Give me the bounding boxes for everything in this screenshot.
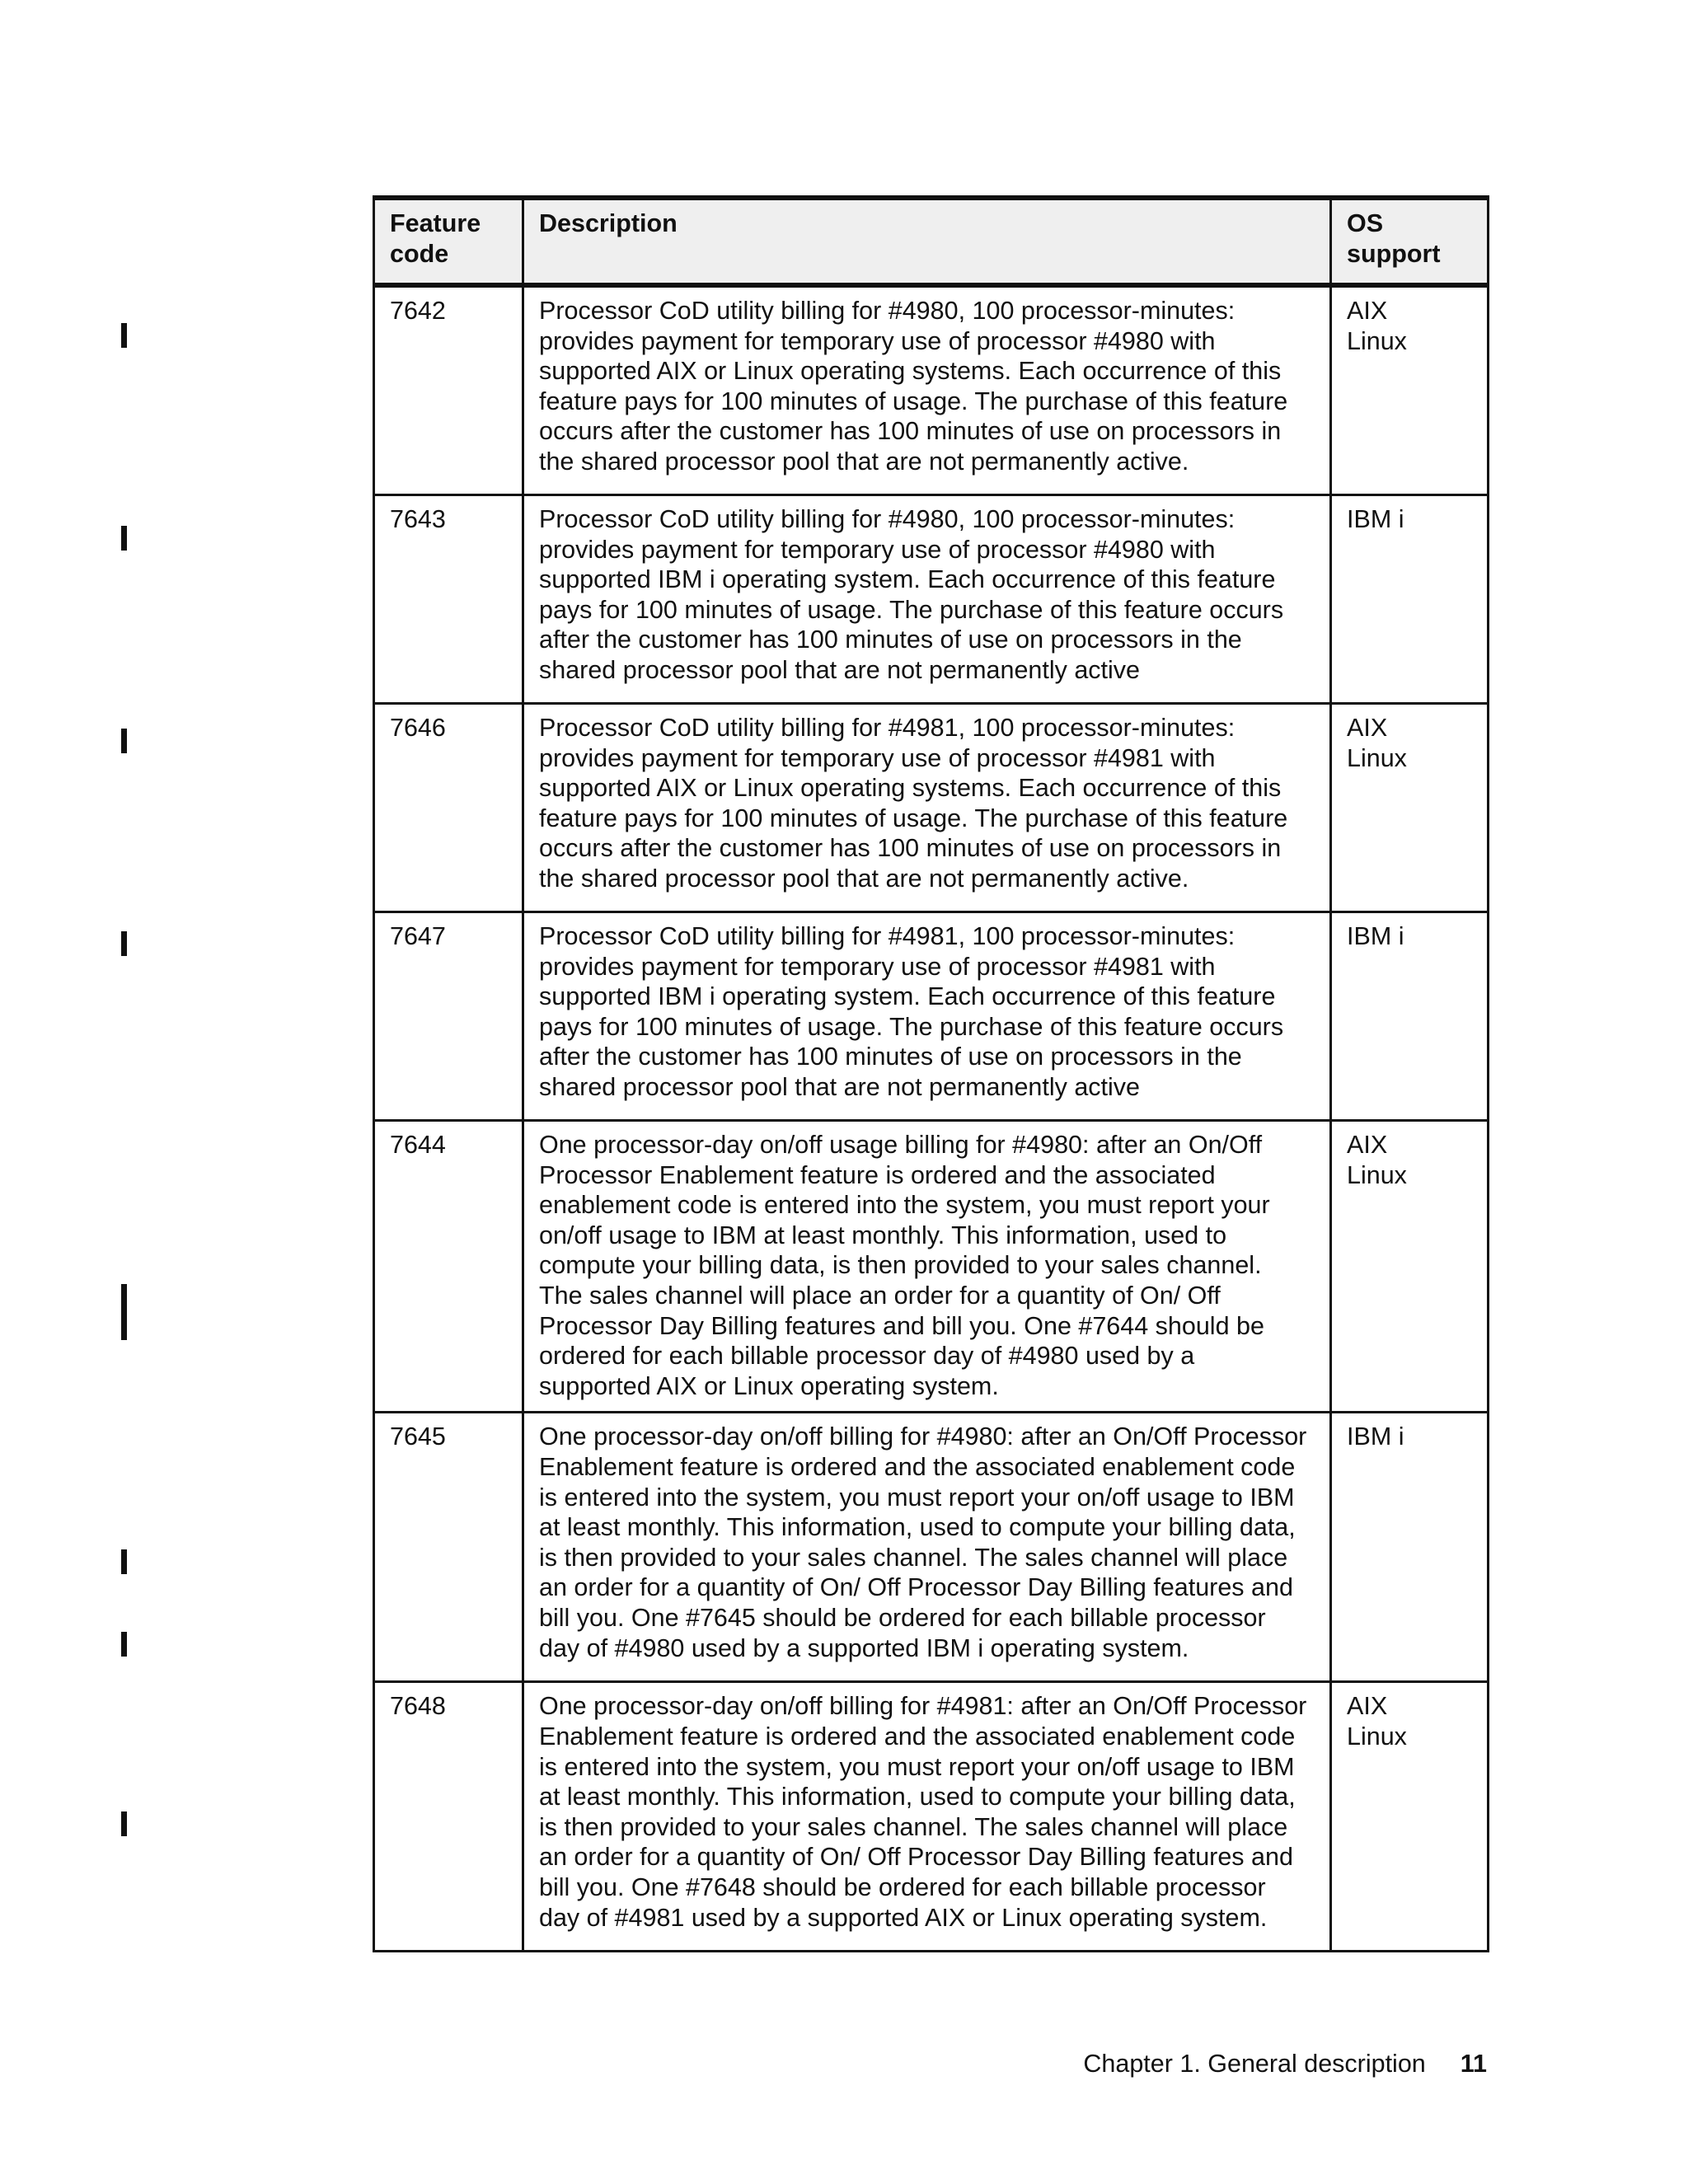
description-cell: Processor CoD utility billing for #4981, 100 processor-minutes: provides payment for temporary use of processor #4981 with supported AIX or Linux operating systems. Each occurrence of this feature pays for 100 minutes of usage. The purchase of this feature occurs after the customer has 100 minutes of use on processors in the shared processor pool that are not permanently active. bbox=[523, 704, 1331, 912]
os-name: IBM i bbox=[1347, 1422, 1404, 1451]
change-bar bbox=[121, 526, 127, 551]
table-row bbox=[374, 1413, 1489, 1682]
os-support-cell bbox=[1331, 704, 1489, 912]
description-cell: Processor CoD utility billing for #4981, 100 processor-minutes: provides payment for temporary use of processor #4981 with supported IBM i operating system. Each occurrence of this feature pays for 100 minutes of usage. The purchase of this feature occurs after the customer has 100 minutes of use on processors in the shared processor pool that are not permanently active bbox=[523, 912, 1331, 1121]
feature-code-cell: 7643 bbox=[374, 495, 523, 704]
page-number: 11 bbox=[1460, 2050, 1487, 2078]
table-row bbox=[374, 704, 1489, 912]
description-cell: One processor-day on/off billing for #4981: after an On/Off Processor Enablement feature is ordered and the associated enablement code is entered into the system, you must report your on/off usage to IBM at least monthly. This information, used to compute your billing data, is then provided to your sales channel. The sales channel will place an order for a quantity of On/ Off Processor Day Billing features and bill you. One #7648 should be ordered for each billable processor day of #4981 used by a supported AIX or Linux operating system. bbox=[523, 1682, 1331, 1952]
os-name: IBM i bbox=[1347, 922, 1404, 950]
os-support-cell bbox=[1331, 1413, 1489, 1682]
os-name: IBM i bbox=[1347, 505, 1404, 533]
table-row bbox=[374, 1682, 1489, 1952]
table-row bbox=[374, 1121, 1489, 1413]
table-row bbox=[374, 912, 1489, 1121]
os-name: AIX bbox=[1347, 297, 1388, 325]
description-cell: One processor-day on/off billing for #4980: after an On/Off Processor Enablement feature is ordered and the associated enablement code is entered into the system, you must report your on/off usage to IBM at least monthly. This information, used to compute your billing data, is then provided to your sales channel. The sales channel will place an order for a quantity of On/ Off Processor Day Billing features and bill you. One #7645 should be ordered for each billable processor day of #4980 used by a supported IBM i operating system. bbox=[523, 1413, 1331, 1682]
change-bar bbox=[121, 1284, 127, 1340]
change-bar bbox=[121, 931, 127, 956]
table-header-row bbox=[374, 198, 1489, 285]
os-name: AIX bbox=[1347, 1692, 1388, 1721]
feature-code-cell: 7647 bbox=[374, 912, 523, 1121]
header-os-support: OS support bbox=[1331, 198, 1489, 285]
os-support-cell bbox=[1331, 1682, 1489, 1952]
feature-code-cell: 7645 bbox=[374, 1413, 523, 1682]
description-cell: Processor CoD utility billing for #4980, 100 processor-minutes: provides payment for temporary use of processor #4980 with supported AIX or Linux operating systems. Each occurrence of this feature pays for 100 minutes of usage. The purchase of this feature occurs after the customer has 100 minutes of use on processors in the shared processor pool that are not permanently active. bbox=[523, 285, 1331, 495]
os-support-cell bbox=[1331, 285, 1489, 495]
change-bar bbox=[121, 729, 127, 753]
os-name: Linux bbox=[1347, 1722, 1407, 1750]
os-name: Linux bbox=[1347, 1160, 1407, 1189]
os-support-cell bbox=[1331, 495, 1489, 704]
os-name: AIX bbox=[1347, 1131, 1388, 1159]
feature-code-cell: 7642 bbox=[374, 285, 523, 495]
change-bar bbox=[121, 1632, 127, 1657]
chapter-title: Chapter 1. General description bbox=[1083, 2050, 1426, 2078]
feature-code-table bbox=[373, 195, 1489, 1952]
os-support-cell bbox=[1331, 1121, 1489, 1413]
description-cell: One processor-day on/off usage billing for #4980: after an On/Off Processor Enablement feature is ordered and the associated enablement code is entered into the system, you must report your on/off usage to IBM at least monthly. This information, used to compute your billing data, is then provided to your sales channel. The sales channel will place an order for a quantity of On/ Off Processor Day Billing features and bill you. One #7644 should be ordered for each billable processor day of #4980 used by a supported AIX or Linux operating system. bbox=[523, 1121, 1331, 1413]
header-description: Description bbox=[523, 198, 1331, 285]
header-feature-code: Feature code bbox=[374, 198, 523, 285]
table-row bbox=[374, 285, 1489, 495]
change-bar bbox=[121, 323, 127, 348]
description-cell: Processor CoD utility billing for #4980, 100 processor-minutes: provides payment for temporary use of processor #4980 with supported IBM i operating system. Each occurrence of this feature pays for 100 minutes of usage. The purchase of this feature occurs after the customer has 100 minutes of use on processors in the shared processor pool that are not permanently active bbox=[523, 495, 1331, 704]
os-name: Linux bbox=[1347, 743, 1407, 772]
change-bar bbox=[121, 1549, 127, 1574]
os-support-cell bbox=[1331, 912, 1489, 1121]
os-name: AIX bbox=[1347, 714, 1388, 742]
table-row bbox=[374, 495, 1489, 704]
feature-code-cell: 7646 bbox=[374, 704, 523, 912]
feature-code-cell: 7648 bbox=[374, 1682, 523, 1952]
change-bar bbox=[121, 1811, 127, 1836]
os-name: Linux bbox=[1347, 326, 1407, 355]
page-footer bbox=[1083, 2049, 1487, 2079]
feature-code-cell: 7644 bbox=[374, 1121, 523, 1413]
